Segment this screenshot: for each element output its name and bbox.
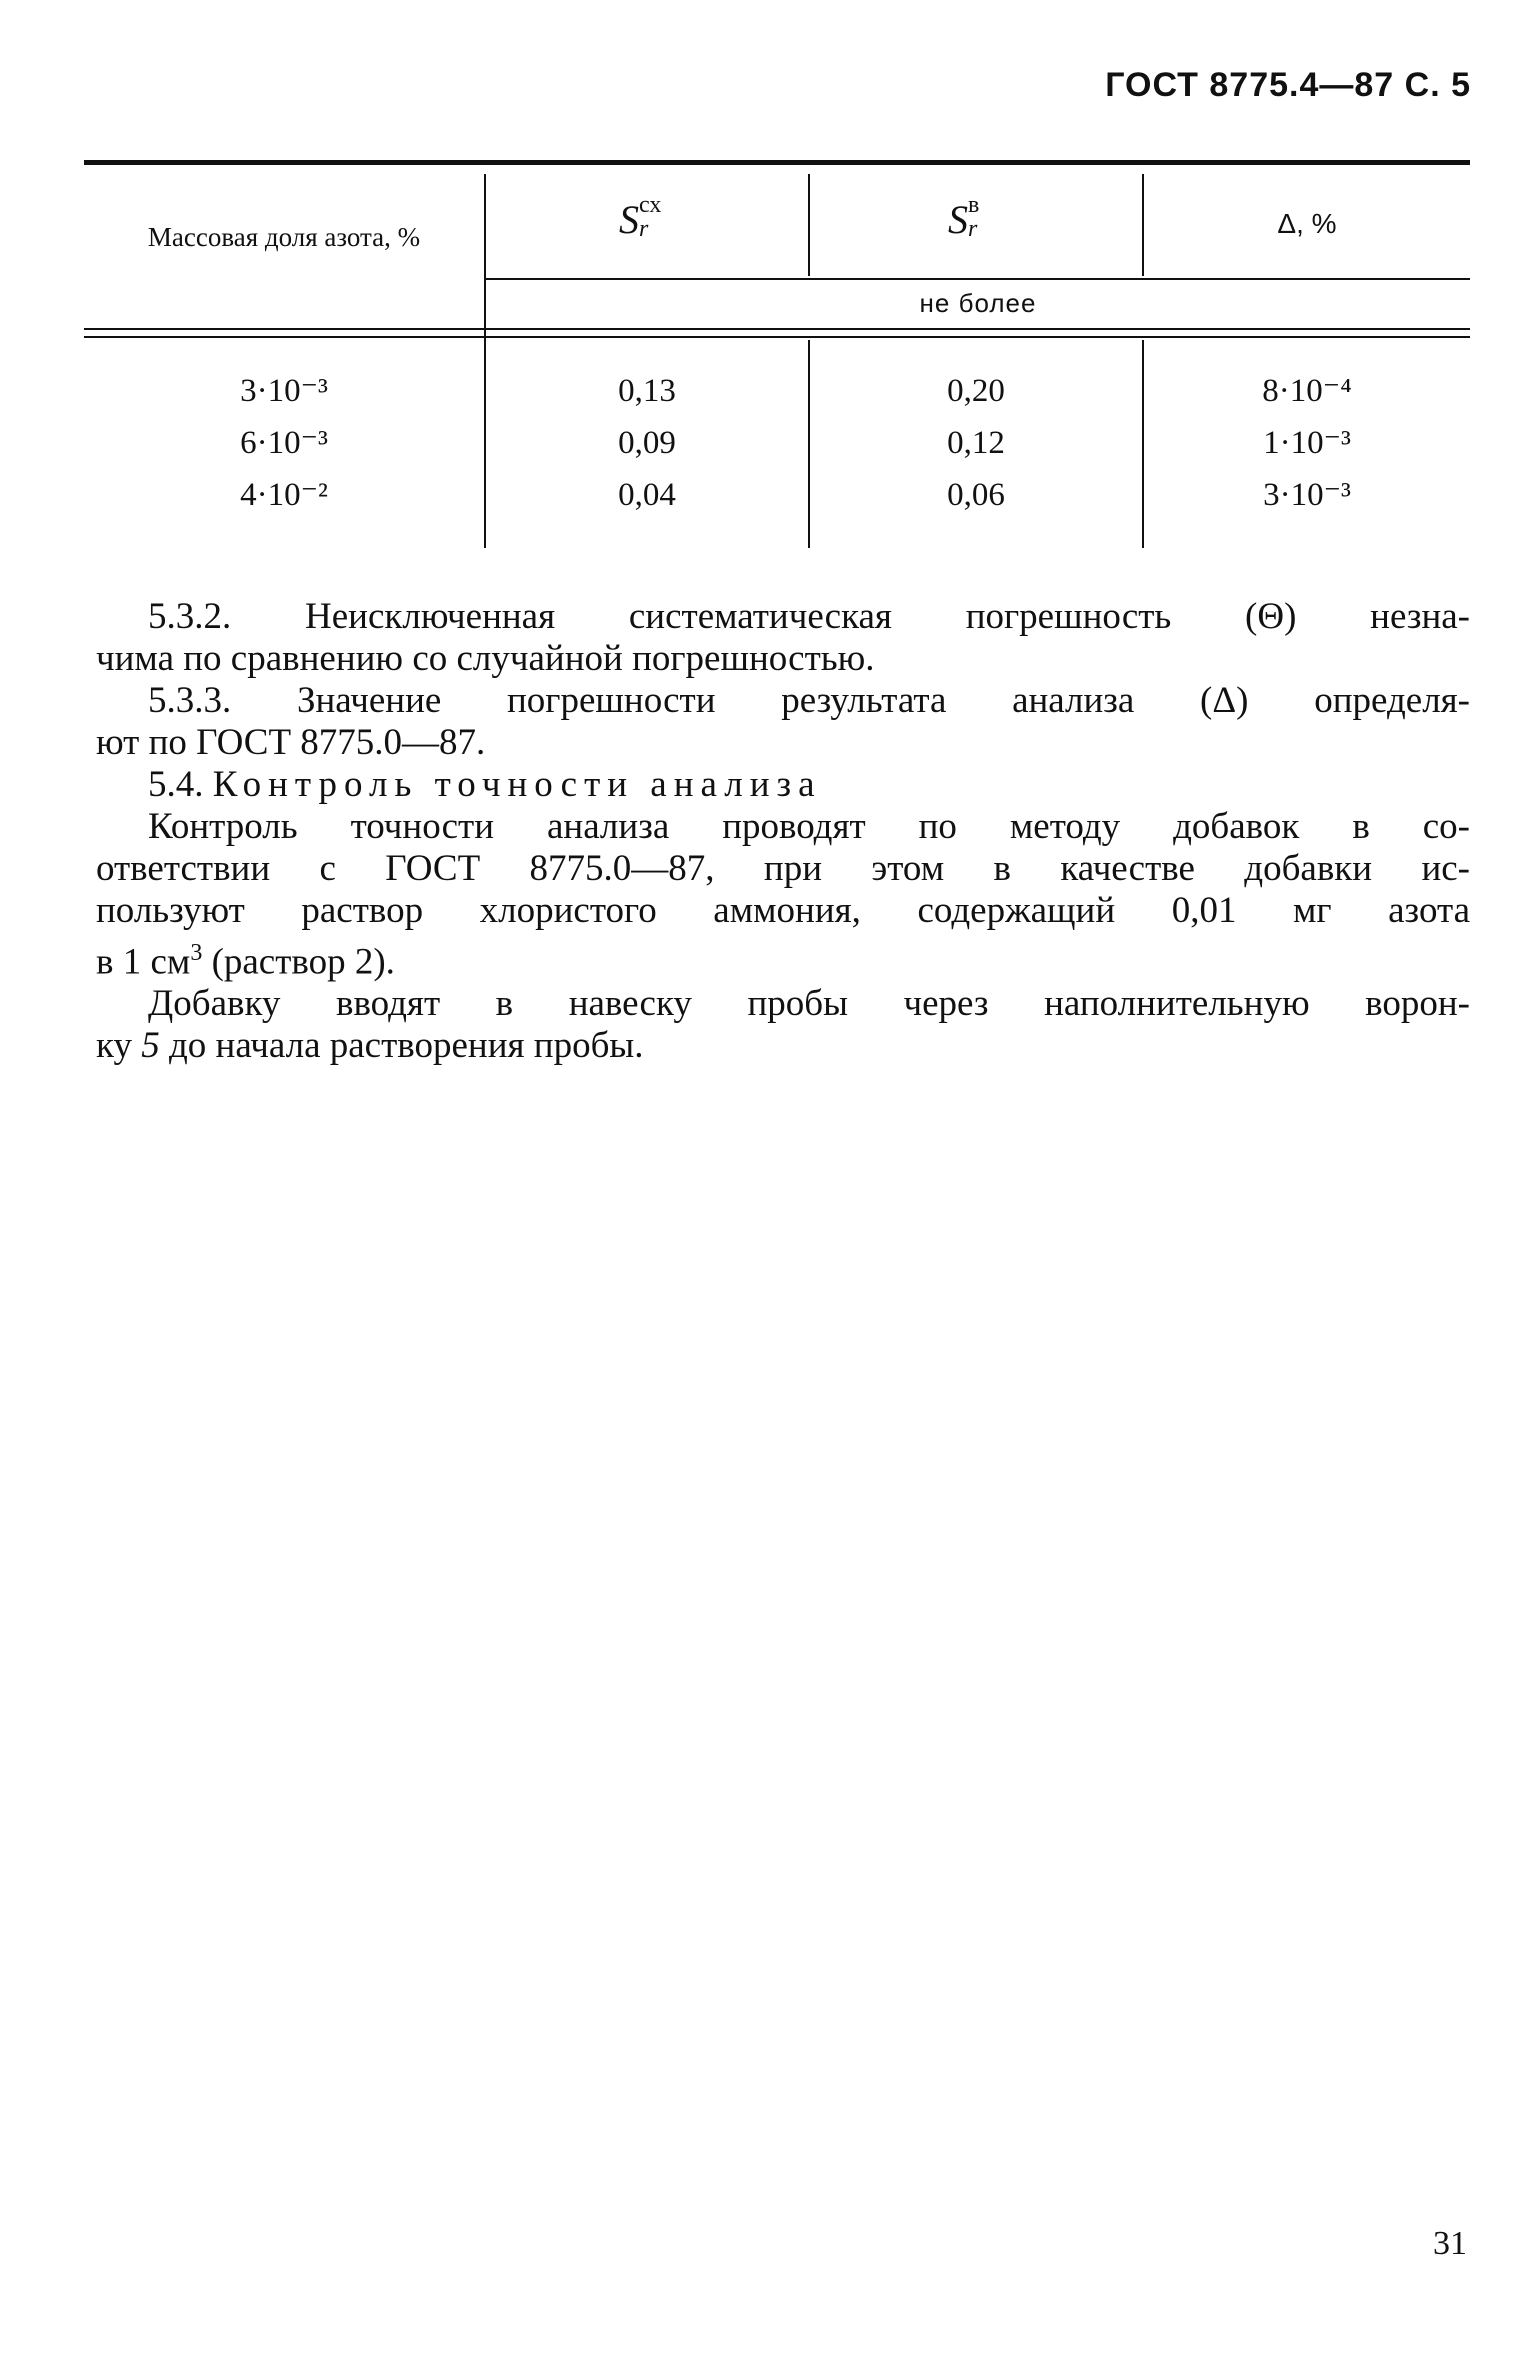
document-header: ГОСТ 8775.4—87 С. 5 <box>1105 66 1471 104</box>
paragraph-5-3-3-line2: ют по ГОСТ 8775.0—87. <box>96 722 486 763</box>
table-cell: 4·10⁻² <box>240 477 328 513</box>
table-cell: 1·10⁻³ <box>1263 425 1351 461</box>
paragraph-5-4-line1: Контроль точности анализа проводят по методу добавок в со- <box>148 806 1470 847</box>
section-title: Контроль точности анализа <box>212 764 822 805</box>
table-subheader-rule <box>484 278 1470 280</box>
paragraph-5-3-2-line2: чима по сравнению со случайной погрешностью. <box>96 638 875 679</box>
paragraph-5-3-2-line1: 5.3.2. Неисключенная систематическая погрешность (Θ) незна- <box>148 596 1470 637</box>
symbol-s-sx: S сх r <box>619 192 662 242</box>
table-cell: 3·10⁻³ <box>240 373 328 409</box>
col-header-delta: Δ, % <box>1277 208 1337 239</box>
table-column-mass <box>84 365 484 521</box>
col-header-mass-text: Массовая доля азота, % <box>147 222 421 252</box>
table-cell: 3·10⁻³ <box>1263 477 1351 513</box>
table-top-rule <box>84 160 1470 165</box>
col-header-s-sx <box>486 192 808 246</box>
table-column-delta <box>1144 365 1470 521</box>
table-column-s-v <box>810 365 1142 521</box>
body-text <box>96 596 1470 1067</box>
table-cell: 0,20 <box>947 373 1005 409</box>
paragraph-5-4-line4: в 1 $см^3$ (раствор 2). <box>96 940 395 983</box>
table-column-s-sx <box>486 365 808 521</box>
subheader-ne-bolee: не более <box>919 288 1037 318</box>
table-cell: 0,09 <box>618 425 676 461</box>
table-cell: 0,06 <box>947 477 1005 513</box>
symbol-s-v: S в r <box>948 192 980 242</box>
paragraph-5-4-line2: ответствии с ГОСТ 8775.0—87, при этом в качестве добавки ис- <box>96 848 1470 889</box>
col-header-mass <box>84 218 484 256</box>
table-cell: 0,12 <box>947 425 1005 461</box>
paragraph-5-4-line3: пользуют раствор хлористого аммония, содержащий 0,01 мг азота <box>96 890 1470 931</box>
table-cell: 6·10⁻³ <box>240 425 328 461</box>
table-cell: 0,04 <box>618 477 676 513</box>
page-number: 31 <box>1433 2225 1467 2262</box>
section-5-4-heading: 5.4. Контроль точности анализа <box>148 764 822 805</box>
table-cell: 8·10⁻⁴ <box>1262 373 1352 409</box>
paragraph-5-3-3-line1: 5.3.3. Значение погрешности результата анализа (Δ) определя- <box>148 680 1470 721</box>
table-cell: 0,13 <box>618 373 676 409</box>
col-header-s-v <box>810 192 1142 246</box>
paragraph-addition-line2: ку 5 до начала растворения пробы. <box>96 1025 644 1067</box>
table-header-rule <box>84 328 1470 330</box>
table-header-rule <box>84 336 1470 338</box>
paragraph-addition-line1: Добавку вводят в навеску пробы через наполнительную ворон- <box>148 983 1470 1025</box>
